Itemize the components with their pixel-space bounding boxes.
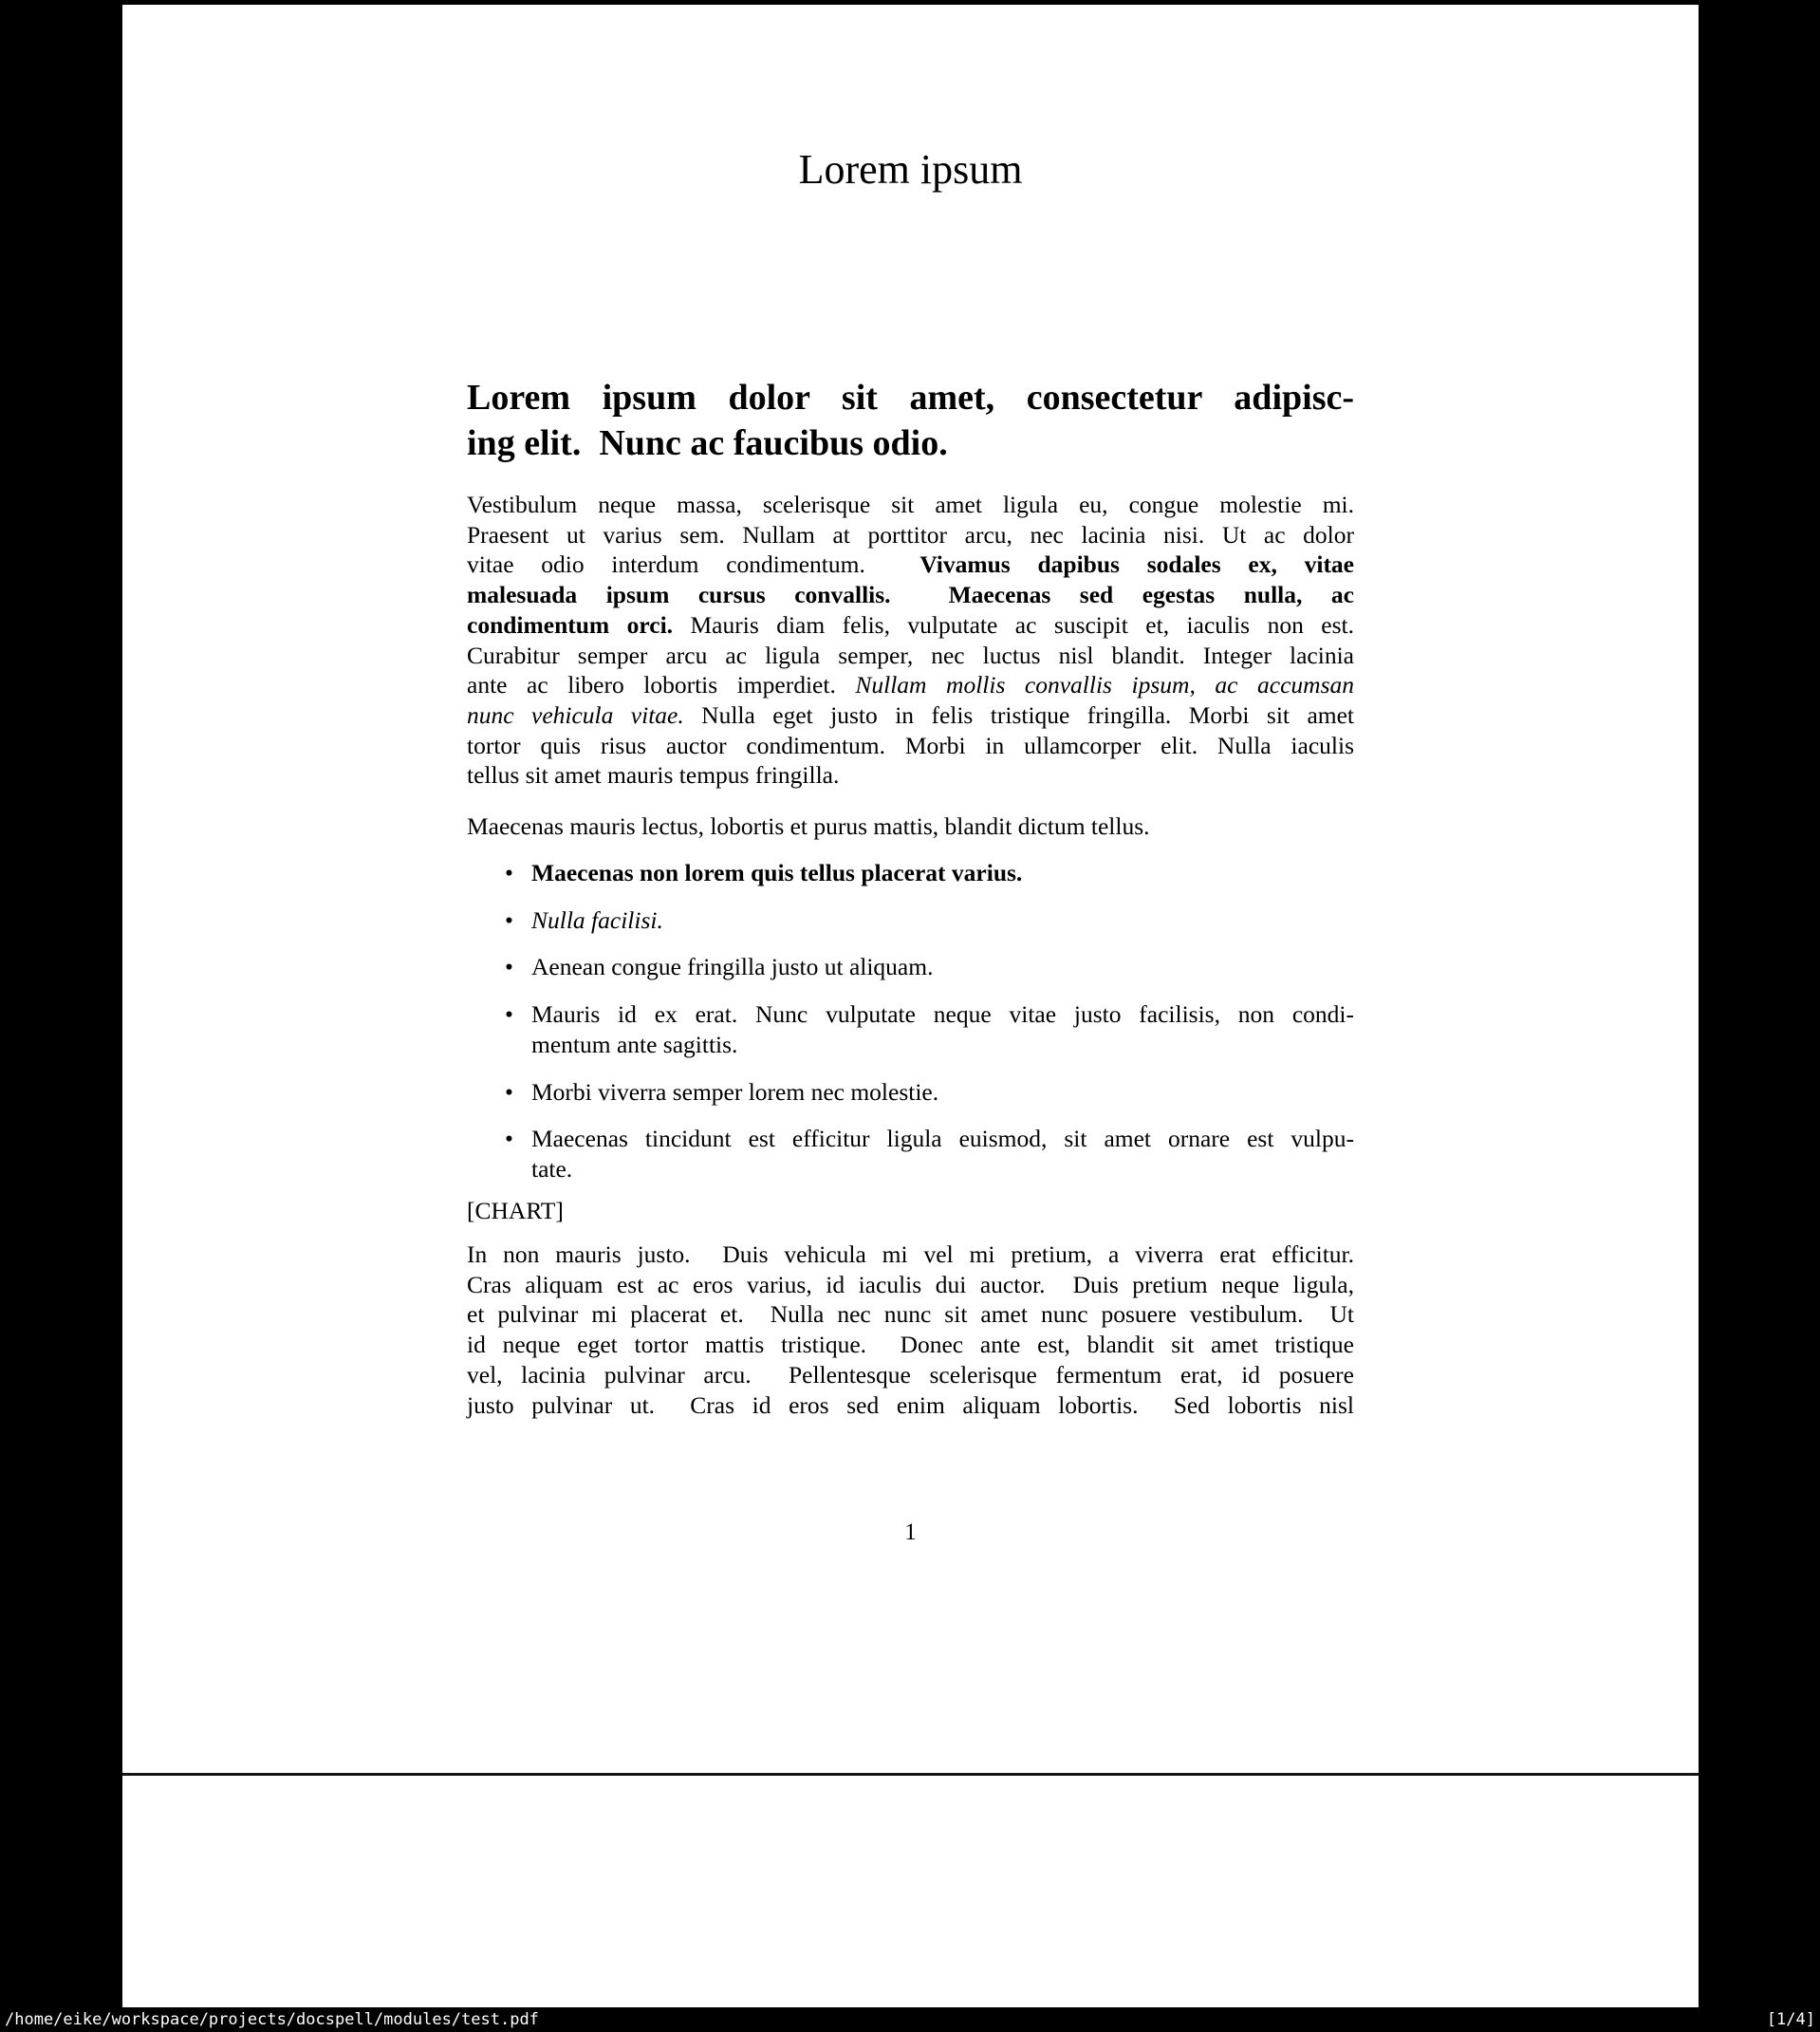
text-line: ante ac libero lobortis imperdiet. Nullam mollis convallis ipsum, ac accumsan	[467, 671, 1354, 699]
text-line: In non mauris justo. Duis vehicula mi vel mi pretium, a viverra erat efficitur.	[467, 1240, 1354, 1268]
statusbar	[0, 2007, 1820, 2032]
bullet-icon: •	[505, 1000, 513, 1029]
bullet-list-item	[467, 1077, 1354, 1108]
text-line: Praesent ut varius sem. Nullam at porttitor arcu, nec lacinia nisi. Ut ac dolor	[467, 520, 1354, 549]
text-line: id neque eget tortor mattis tristique. Donec ante est, blandit sit amet tristique	[467, 1331, 1354, 1359]
bullet-list	[467, 858, 1354, 1184]
bullet-list-item	[467, 952, 1354, 982]
text-line: condimentum orci. Mauris diam felis, vulputate ac suscipit et, iaculis non est.	[467, 610, 1354, 639]
text-line: Nulla facilisi.	[531, 905, 663, 934]
bullet-list-item	[467, 999, 1354, 1059]
text-line: Lorem ipsum dolor sit amet, consectetur adipisc-	[467, 378, 1354, 418]
text-line: tortor quis risus auctor condimentum. Morbi in ullamcorper elit. Nulla iaculis	[467, 731, 1354, 759]
paragraph-2	[467, 811, 1354, 842]
text-line: Mauris id ex erat. Nunc vulputate neque vitae justo facilisis, non condi-	[531, 1000, 1354, 1029]
text-line: Maecenas tincidunt est efficitur ligula euismod, sit amet ornare est vulpu-	[531, 1125, 1354, 1153]
text-line: Morbi viverra semper lorem nec molestie.	[531, 1077, 939, 1106]
text-line: Cras aliquam est ac eros varius, id iaculis dui auctor. Duis pretium neque ligula,	[467, 1270, 1354, 1298]
bullet-icon: •	[505, 905, 513, 934]
pdf-page-2	[122, 1776, 1699, 2007]
bullet-list-item	[467, 905, 1354, 936]
text-line: Curabitur semper arcu ac ligula semper, nec luctus nisl blandit. Integer lacinia	[467, 641, 1354, 669]
text-line: Aenean congue fringilla justo ut aliquam.	[531, 953, 934, 981]
paragraph-1	[467, 490, 1354, 791]
text-line: vitae odio interdum condimentum. Vivamus dapibus sodales ex, vitae	[467, 550, 1354, 579]
paragraph-3	[467, 1240, 1354, 1420]
bullet-icon: •	[505, 953, 513, 981]
text-line: et pulvinar mi placerat et. Nulla nec nunc sit amet nunc posuere vestibulum. Ut	[467, 1300, 1354, 1329]
text-line: nunc vehicula vitae. Nulla eget justo in felis tristique fringilla. Morbi sit amet	[467, 700, 1355, 729]
text-line: tate.	[531, 1154, 573, 1183]
bullet-icon: •	[505, 1125, 513, 1153]
bullet-icon: •	[505, 859, 513, 886]
text-line: malesuada ipsum cursus convallis. Maecenas sed egestas nulla, ac	[467, 581, 1354, 609]
bullet-icon: •	[505, 1077, 513, 1106]
text-line: Vestibulum neque massa, scelerisque sit amet ligula eu, congue molestie mi.	[467, 491, 1354, 518]
text-line: Maecenas mauris lectus, lobortis et purus mattis, blandit dictum tellus.	[467, 812, 1150, 840]
statusbar-file-path: /home/eike/workspace/projects/docspell/modules/test.pdf	[5, 2010, 539, 2029]
section-heading	[467, 375, 1354, 466]
text-line: mentum ante sagittis.	[531, 1030, 738, 1058]
text-line: tellus sit amet mauris tempus fringilla.	[467, 761, 840, 790]
statusbar-page-indicator: [1/4]	[1766, 2010, 1815, 2029]
page-number: 1	[904, 1519, 917, 1545]
text-line: vel, lacinia pulvinar arcu. Pellentesque scelerisque fermentum erat, id posuere	[467, 1360, 1354, 1389]
text-line: justo pulvinar ut. Cras id eros sed enim aliquam lobortis. Sed lobortis nisl	[467, 1390, 1354, 1419]
document-title: Lorem ipsum	[798, 146, 1023, 193]
bullet-list-item	[467, 1124, 1354, 1184]
bullet-list-item	[467, 858, 1354, 888]
chart-placeholder: [CHART]	[467, 1197, 564, 1224]
text-line: Maecenas non lorem quis tellus placerat varius.	[531, 859, 1023, 886]
text-line: ing elit. Nunc ac faucibus odio.	[467, 423, 948, 463]
pdf-page-1	[122, 5, 1699, 1773]
